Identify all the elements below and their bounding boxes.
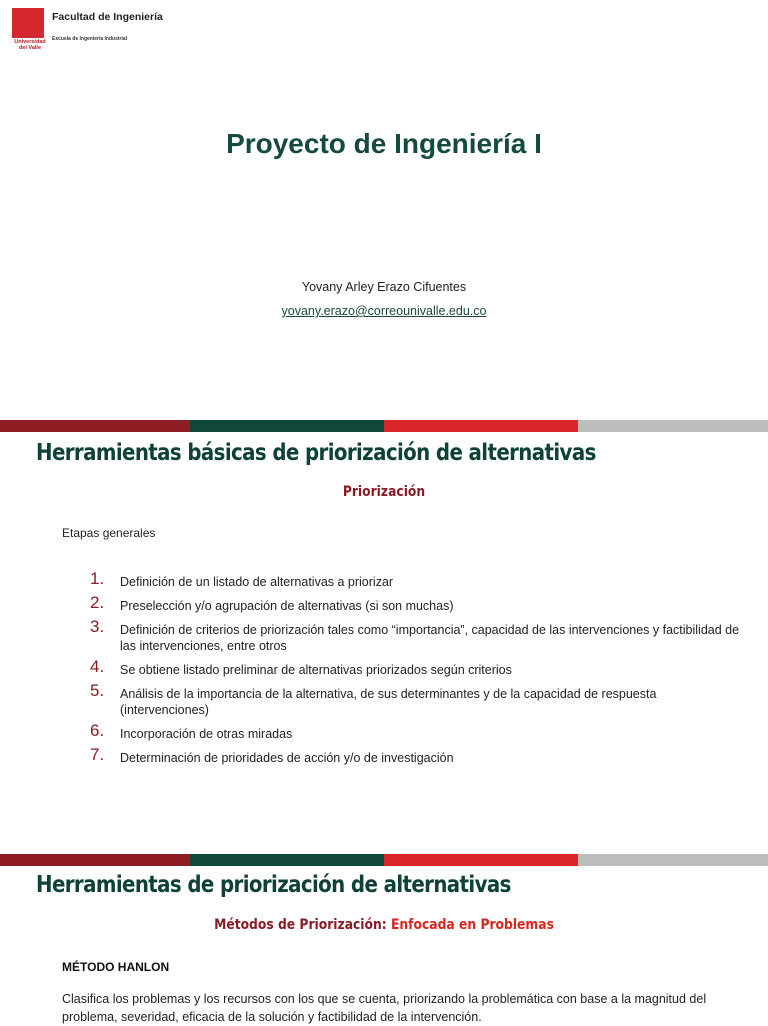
step-number: 6. <box>90 721 105 740</box>
stripe-segment-red <box>384 854 578 866</box>
step-text: Definición de un listado de alternativas a priorizar <box>120 575 394 589</box>
step-text: Definición de criterios de priorización tales como “importancia”, capacidad de las intervenciones y factibilidad de las intervenciones, entre otros <box>120 623 740 653</box>
step-text: Análisis de la importancia de la alternativa, de sus determinantes y de la capacidad de respuesta (intervenciones) <box>120 687 657 717</box>
step-number: 3. <box>90 617 105 636</box>
stripe-segment-maroon <box>0 420 190 432</box>
step-number: 4. <box>90 657 105 676</box>
subheading-accent: Enfocada en Problemas <box>390 917 554 933</box>
color-stripe-top <box>0 420 768 432</box>
presentation-title: Proyecto de Ingeniería I <box>226 128 542 159</box>
list-item <box>90 617 740 654</box>
university-name: Universidad del Valle <box>14 39 46 51</box>
stripe-segment-red <box>384 420 578 432</box>
subheading-prefix: Métodos de Priorización: <box>214 917 391 933</box>
stripe-segment-gray <box>578 420 768 432</box>
steps-intro: Etapas generales <box>62 526 156 540</box>
step-number: 5. <box>90 681 105 700</box>
method-title: MÉTODO HANLON <box>62 960 170 974</box>
author-name: Yovany Arley Erazo Cifuentes <box>301 280 467 294</box>
slide2-heading: Herramientas básicas de priorización de alternativas <box>36 440 596 466</box>
step-text: Se obtiene listado preliminar de alternativas priorizados según criterios <box>120 663 512 677</box>
list-item <box>90 721 740 742</box>
step-number: 2. <box>90 593 105 612</box>
step-text: Determinación de prioridades de acción y/o de investigación <box>120 751 454 765</box>
step-text: Preselección y/o agrupación de alternativas (si son muchas) <box>120 599 454 613</box>
list-item <box>90 569 740 590</box>
list-item <box>90 745 740 766</box>
list-item <box>90 593 740 614</box>
slide3-subheading <box>46 917 722 933</box>
list-item <box>90 681 740 718</box>
slide3-heading: Herramientas de priorización de alternativas <box>36 872 511 898</box>
step-text: Incorporación de otras miradas <box>120 727 293 741</box>
author-email-link[interactable]: yovany.erazo@correounivalle.edu.co <box>281 304 487 318</box>
logo-mark-icon <box>12 8 44 38</box>
stripe-segment-maroon <box>0 854 190 866</box>
step-number: 7. <box>90 745 105 764</box>
school-name: Escuela de Ingeniería Industrial <box>52 36 128 42</box>
steps-list <box>90 569 740 766</box>
stripe-segment-gray <box>578 854 768 866</box>
stripe-segment-green <box>190 420 384 432</box>
stripe-segment-green <box>190 854 384 866</box>
color-stripe-bottom <box>0 854 768 866</box>
university-logo <box>12 8 48 54</box>
slide2-subheading: Priorización <box>342 484 426 500</box>
step-number: 1. <box>90 569 105 588</box>
method-description: Clasifica los problemas y los recursos con los que se cuenta, priorizando la problemática con base a la magnitud del problema, severidad, eficacia de la solución y factibilidad de la intervención. <box>62 992 707 1024</box>
faculty-title: Facultad de Ingeniería <box>52 11 163 23</box>
list-item <box>90 657 740 678</box>
